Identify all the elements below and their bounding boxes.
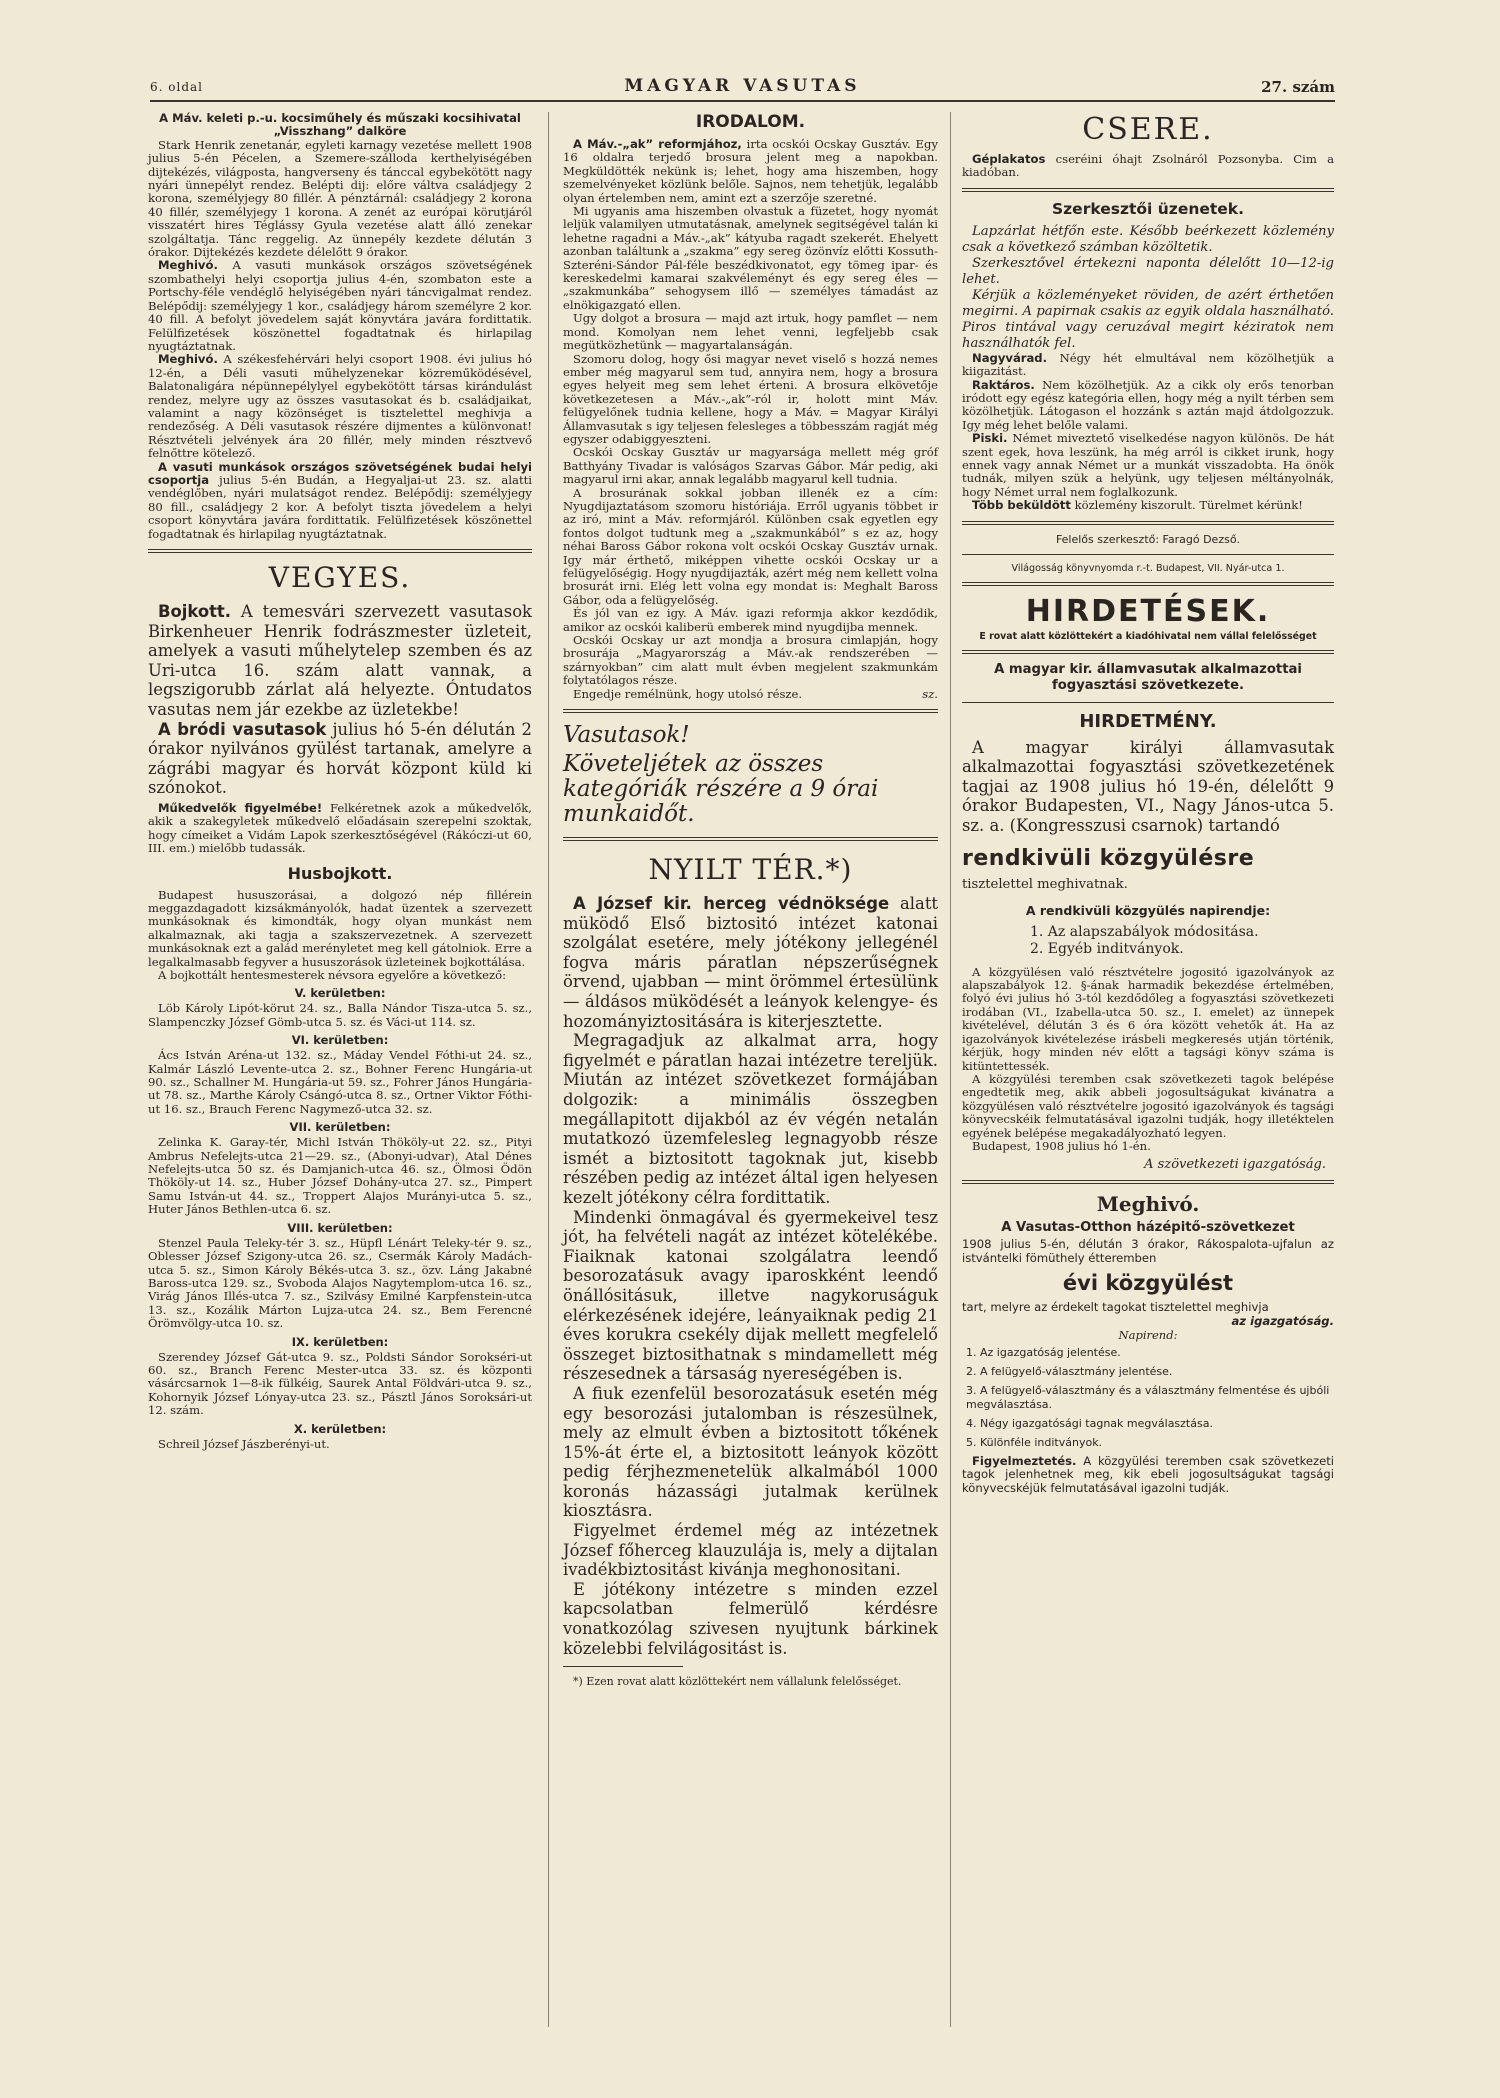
announcement-text: A magyar királyi államvasutak alkalmazottai fogyasztási szövetkezetének tagjai az 1908 julius hó 19-én, délelőtt 9 órakor Budapesten, VI., Nagy János-utca 5. sz. a. (Kongresszusi csarnok) tartandó <box>962 737 1334 836</box>
article-text: A fiuk ezenfelül besorozatásuk esetén még egy besorozási jutalomban is részesülnek, mely az elmult évben a biztositott tőkének 15%-át érte el, a biztositott leányok között pedig férjhezmenetelük alkalmából 1000 koronás házassági jutalmak kerülnek kiosztásra. <box>563 1383 938 1521</box>
article-text: irta ocskói Ocskay Gusztáv. Egy 16 oldalra terjedő brosura jelent meg a napokban. Megküldötték nekünk is; lehet, hogy ama hiszemben, hogy szemelvényeket közlünk belőle. Sajnos, nem tehetjük, legalább olyan értelemben nem, amint ezt a szerzője szeretné. <box>563 137 938 205</box>
district-heading: V. kerületben: <box>294 986 386 1001</box>
section-rule <box>148 549 532 553</box>
article-lead: A Máv. keleti p.-u. kocsiműhely és műszaki kocsihivatal „Visszhang” dalköre <box>159 111 521 139</box>
invitation-org: A Vasutas-Otthon házépitő-szövetkezet <box>1001 1220 1295 1236</box>
article-text: Szomoru dolog, hogy ősi magyar nevet viselő s hozzá nemes ember még magyarul sem tud, annyira nem, hogy a brosura egyes helyeit meg sem lehet érteni. A brosura elkövetője következetesen a Máv.-„ak”-ról ir, holott mint Máv. felügyelőnek tudnia kellene, hogy a Máv. = Magyar Királyi Államvasutak s igy teljesen felesleges a többesszám ragját még egyszer odabiggyeszteni. <box>563 351 938 446</box>
section-title-nyilt-ter: NYILT TÉR.*) <box>648 853 853 887</box>
district-list: Schreil József Jászberényi-ut. <box>158 1436 330 1451</box>
article-text: Ugy dolgot a brosura — majd azt irtuk, hogy pamflet — nem mond. Komolyan nem lehet venni, legfeljebb csak megütközhetünk — magyartalanságán. <box>563 311 938 353</box>
invitation-title: Meghivó. <box>1096 1192 1200 1217</box>
issue-number: 27. szám <box>1261 78 1335 96</box>
article-lead: Műkedvelők figyelmébe! <box>158 800 323 815</box>
agenda-title: A rendkivüli közgyülés napirendje: <box>1025 902 1271 918</box>
article-text: A brosurának sokkal jobban illenék ez a cím: Nyugdijaztatásom szomoru históriája. Erről ugyanis többet ir az iró, mint a Máv. reformjáról. Különben csak egyetlen egy fontos dolgot tudtunk meg a „szakmunkából” s ez az, hogy néhai Baross Gábor rokona volt ocskói Ocskay Gusztáv urnak. Igy már érthető, miképpen vihette ocskói Ocskay ur a felügyelőségig. Hogy nyugdijazták, azért még nem kellett volna brosurát irni. Elég lett volna egy mondat is: Meghalt Baross Gábor, oda a felügyelőség. <box>563 485 938 607</box>
article-text: alatt müködő Első biztositó intézet katonai szolgálat esetére, mely jótékony jellegénél fogva máris páratlan népszerűségnek örvend, ujabban — mint örömmel értesülünk — áldásos müködését a leányok kelengye- és hozományiztositására is kiterjesztette. <box>563 894 938 1031</box>
article-text: A székesfehérvári helyi csoport 1908. évi julius hó 12-én, a Déli vasuti műhelyzenekar közreműködésével, Balatonaligára népünnepélylyel egybekötött társas kirándulást rendez, melyre ugy az összes vasutasokat és b. családjaikat, valamint a nagy közönséget is tisztelettel meghivja a rendezőség. A Déli vasutasok részére dijmentes a különvonat! Résztvételi jelvények ára 20 fillér, mely minden résztvevő felnőttre kötelező. <box>148 352 532 461</box>
invitation-text: 1908 julius 5-én, délután 3 órakor, Rákospalota-ujfalun az istvántelki fömüthely étteremben <box>962 1237 1334 1265</box>
assembly-title: rendkivüli közgyülésre <box>962 845 1255 871</box>
agenda-item: 4. Négy igazgatósági tagnak megválasztása. <box>966 1416 1213 1430</box>
article-text: Mi ugyanis ama hiszemben olvastuk a füzetet, hogy nyomát leljük valamilyen utmutatásnak, amelynek segitségével talán ki lehetne ragadni a Máv.-„ak” kátyuba ragadt szekerét. Ehelyett azonban találtunk a „szakma” egy sereg özönvíz előtti Kossuth-Szteréni-Sándor Pál-féle beszédkivonatot, egy tömeg ipar- és kereskedelmi kamarai szakvéleményt és egy sereg éles — „szakmunkába” sehogysem illő — személyes támadást az elnökigazgató ellen. <box>563 204 938 312</box>
section-title-hirdetesek: HIRDETÉSEK. <box>1025 593 1271 629</box>
announcement-text: A közgyülésen való résztvételre jogositó igazolványok az alapszabályok 12. §-ának harmadik bekezdése értelmében, folyó évi julius hó 3-tól kezdődőleg a fogyasztási szövetkezeti irodában (VI., Izabella-utca 50. sz., I. emelet) az ünnepek kivételével, délután 3 és 6 óra között vehetők át. Ha az igazolványok kivételezése irásbeli megkeresés utján történik, kérjük, hogy minden név előtt a tagsági könyv száma is kitüntettessék. <box>962 964 1334 1073</box>
district-heading: VIII. kerületben: <box>287 1220 393 1235</box>
signature: A szövetkezeti igazgatóság. <box>1144 1157 1326 1173</box>
article-lead: A bródi vasutasok <box>158 719 327 739</box>
article-text: Megragadjuk az alkalmat arra, hogy figyelmét e páratlan hazai intézetre tereljük. Miután az intézet szövetkezet formájában dolgozik: a minimális összegben megállapitott dijakból az év végén netalán mutatkozó üzemfelesleg legnagyobb része ismét a biztositott tagoknak jut, kisebb részében pedig az intézet által igen helyesen kezelt jótékony célra fordittatik. <box>563 1031 938 1207</box>
section-rule <box>962 702 1334 703</box>
article-text: julius 5-én Budán, a Hegyaljai-ut 23. sz. alatti vendéglőben, nyári mulatságot rendez. Belépődij: személyjegy 80 fill., családjegy 2 kor. A befolyt tiszta jövedelem a helyi csoport könyvtára javára fordittatik. Felülfizetések köszönettel fogadtatnak és hirlapilag nyugtáztatnak. <box>148 472 532 541</box>
article-text: Felkéretnek azok a műkedvelők, akik a szakegyletek műkedvelő előadásain szerepelni szoktak, hogy címeiket a Vidám Lapok szerkesztőségével (Rákóczi-ut 60, III. em.) mielőbb tudassák. <box>148 800 532 856</box>
footnote: *) Ezen rovat alatt közlöttekért nem vállalunk felelősséget. <box>573 1675 902 1689</box>
article-text: Nem közölhetjük. Az a cikk oly erős tenorban iródott egy egész kategória ellen, hogy még a nyilt térben sem közölhetjük. Látogason el hozzánk s aztán majd átdolgozzuk. Igy még lehet belőle valami. <box>962 377 1334 432</box>
agenda-list <box>962 1346 1334 1450</box>
article-text: cseréini óhajt Zsolnáról Pozsonyba. Cim a kiadóban. <box>962 152 1334 180</box>
editor-note: Kérjük a közleményeket röviden, de azért érthetően megirni. A papirnak csakis az egyik oldala használható. Piros tintával vagy ceruzával megirt kéziratok nem használhatók fel. <box>962 287 1334 351</box>
article-lead: A József kir. herceg védnöksége <box>573 894 890 914</box>
article-lead: Géplakatos <box>972 152 1046 166</box>
article-lead: Több beküldött <box>972 498 1071 513</box>
editor-note: Lapzárlat hétfőn este. Később beérkezett közlemény csak a következő számban közöltetik. <box>962 223 1334 255</box>
printer-line: Világosság könyvnyomda r.-t. Budapest, VII. Nyár-utca 1. <box>1011 562 1285 574</box>
page-number-left: 6. oldal <box>150 80 203 94</box>
agenda-item: 5. Különféle inditványok. <box>966 1435 1103 1449</box>
agenda-item: 1. Az alapszabályok módositása. <box>1030 923 1259 940</box>
article-text: Német miveztető viselkedése nagyon különös. De hát szent egek, hova leszünk, ha még arról is cikket irunk, hogy ennek vagy annak Német ur a munkát visszadobta. Ha önök tudnák, milyen szük a helyünk, ugy teljesen méltányolnák, hogy Német urral nem foglalkozunk. <box>962 431 1334 499</box>
article-text: Stark Henrik zenetanár, egyleti karnagy vezetése mellett 1908 julius 5-én Pécelen, a Szemere-szálloda kerthelyiségében dijtekézés, világposta, hangverseny és tánccal egybekötött nagy nyári ünnepélyt rendez. Belépti dij: előre váltva családjegy 2 korona, személyjegy 80 fillér. A pénztárnál: családjegy 2 korona 40 fillér, személyjegy 1 korona. A zenét az európai körutjáról visszatért hires Téglássy Gyula vezetése alatt álló zenekar szolgáltatja. Tánc reggelig. Az ünnepély kezdete délután 3 órakor. Dijtekézés kezdete délelőtt 9 órakor. <box>148 137 532 260</box>
agenda-item: 1. Az igazgatóság jelentése. <box>966 1345 1121 1359</box>
section-title-vegyes: VEGYES. <box>268 561 412 594</box>
section-rule <box>962 1180 1334 1184</box>
article-text: Figyelmet érdemel még az intézetnek József főherceg klauzulája is, mely a dijtalan ivadékbiztositást kivánja meghonositani. <box>563 1521 938 1580</box>
article-lead: A Máv.-„ak” reformjához, <box>573 137 742 151</box>
district-heading: VI. kerületben: <box>291 1033 389 1048</box>
agenda-list <box>962 924 1334 958</box>
signature: sz. <box>922 686 938 701</box>
article-lead: Piski. <box>972 431 1008 446</box>
section-title-irodalom: IRODALOM. <box>695 112 806 132</box>
invitation-text: tart, melyre az érdekelt tagokat tisztelettel meghivja <box>962 1300 1269 1315</box>
announcement-date: Budapest, 1908 julius hó 1-én. <box>972 1138 1151 1153</box>
article-text: Engedje remélnünk, hogy utolsó része. <box>573 686 803 701</box>
article-text: És jól van ez igy. A Máv. igazi reformja akkor kezdődik, amikor az ocskói kaliberü emberek mind nyugdijba mennek. <box>563 606 938 634</box>
section-rule <box>962 650 1334 654</box>
section-title-szerkesztoi: Szerkesztői üzenetek. <box>1052 199 1244 218</box>
district-heading: X. kerületben: <box>293 1421 387 1436</box>
ad-heading: A magyar kir. államvasutak alkalmazottai fogyasztási szövetkezete. <box>994 661 1302 693</box>
article-lead: Meghivó. <box>158 352 218 367</box>
district-heading: IX. kerületben: <box>291 1334 389 1349</box>
slogan-text: Követeljétek az összes kategóriák részére a 9 órai munkaidőt. <box>563 751 879 828</box>
article-text: A bojkottált hentesmesterek névsora egyelőre a következő: <box>158 968 507 982</box>
article-text: Ocskói Ocskay ur azt mondja a brosura cimlapján, hogy brosurája „Magyarország a Máv.-ak rendszerében — szárnyokban” cim alatt mult évben megjelent szakmunkám folytatólagos része. <box>563 633 938 688</box>
article-text: E jótékony intézetre s minden ezzel kapcsolatban felmerülő kérdésre vonatkozólag szivesen nyujtunk bárkinek közelebbi felvilágositást is. <box>563 1579 938 1658</box>
article-title-husbojkott: Husbojkott. <box>287 863 393 883</box>
editor-note: Szerkesztővel értekezni naponta délelőtt 10—12-ig lehet. <box>962 255 1334 287</box>
section-rule <box>563 709 938 713</box>
district-list: Szerendey József Gát-utca 9. sz., Poldsti Sándor Sorokséri-ut 60. sz., Branch Ferenc Mester-utca 33. sz. és központi vásárcsarnok 1—8-ik fülkéig, Saurek Antal Földvári-utca 9. sz., Kohornyik József Lónyay-utca 23. sz., Pásztl János Soroksári-ut 12. szám. <box>148 1349 532 1418</box>
announcement-text: A közgyülési teremben csak szövetkezeti tagok belépése engedtetik meg, akik abbeli jogosultságukat kivánatra a közgyülésen való résztvételre jogositó igazolványok és tagsági könyvecskéik felmutatásával igazolni tudják, hogy illetéktelen egyének belépése megakadályozható legyen. <box>962 1071 1334 1140</box>
district-list: Stenzel Paula Teleky-tér 3. sz., Hüpfl Lénárt Teleky-tér 9. sz., Oblesser József Szigony-utca 26. sz., Csermák Károly Madách-utca 5. sz., Simon Károly Békés-utca 3. sz., özv. Láng Jakabné Baross-utca 129. sz., Svoboda Alajos Nagytemplom-utca 16. sz., Virág János Illés-utca 7. sz., Szilvásy Emilné Karpfenstein-utca 13. sz., Kozálik Márton Lujza-utca 24. sz., Bem Ferencné Örömvölgy-utca 10. sz. <box>148 1235 532 1331</box>
column-left <box>148 112 532 1451</box>
article-lead: A vasuti munkások országos szövetségének budai helyi csoportja <box>148 459 532 487</box>
announcement-text: tisztelettel meghivatnak. <box>962 876 1128 892</box>
article-text: közlemény kiszorult. Türelmet kérünk! <box>1074 498 1303 513</box>
article-text: Budapest hususzorásai, a dolgozó nép fillérein meggazdagadott kizsákmányolók, hadat üzentek a szervezett munkásoknak és kimondták, hogy olyan munkást nem alkalmaznak, aki tagja a szakszervezetnek. A szervezett munkásoknak ezt a galád merényletet meg kell gátolniok. Erre a legalkalmasabb fegyver a hususzorások üzleteinek bojkottálása. <box>148 887 532 969</box>
ads-disclaimer: E rovat alatt közlöttekért a kiadóhivatal nem vállal felelősséget <box>979 630 1317 642</box>
article-lead: Meghivó. <box>158 258 218 273</box>
article-text: A közgyülési teremben csak szövetkezeti tagok jelenhetnek meg, kik ebeli jogosultságukat tagsági könyvecskéjük felmutatásával igazolni tudják. <box>962 1453 1334 1495</box>
district-list: Ács István Aréna-ut 132. sz., Máday Vendel Fóthi-ut 24. sz., Kalmár László Levente-utca 2. sz., Bohner Ferenc Hungária-ut 90. sz., Schallner M. Hungária-ut 59. sz., Fohrer János Hungária-ut 78. sz., Marthe Károly Csángó-utca 8. sz., Ortner Viktor Fóthi-ut 16. sz., Brauch Ferenc Nagymező-utca 32. sz. <box>148 1048 532 1116</box>
section-rule <box>962 582 1334 586</box>
article-text: Ocskói Ocskay Gusztáv ur magyarsága mellett még gróf Batthyány Tivadar is valóságos Szarvas Gábor. Már pedig, aki magyarul irni akar, annak legalább magyarul kell tudnia. <box>563 445 938 487</box>
section-rule <box>563 837 938 841</box>
agenda-item: 2. Egyéb inditványok. <box>1030 940 1184 957</box>
article-text: Négy hét elmultával nem közölhetjük a kiigazitást. <box>962 350 1334 379</box>
section-rule <box>962 554 1334 555</box>
district-list: Zelinka K. Garay-tér, Michl István Thököly-ut 22. sz., Pityi Ambrus Nefelejts-utca 21—29. sz., (Abonyi-udvar), Atal Dénes Nefelejts-utca 50 sz. és Damjanich-utca 46. sz., Ölmosi Ödön Thököly-ut 14. sz., Huber József Dohány-utca 27. sz., Pimpert Samu István-ut 44. sz., Troppert Alajos Murányi-utca 5. sz., Huter János Bethlen-utca 6. sz. <box>148 1135 532 1217</box>
signature: az igazgatóság. <box>1231 1313 1334 1328</box>
article-text: Mindenki önmagával és gyermekeivel tesz jót, ha felvételi nagát az intézet kötelékébe. Fiaiknak katonai szolgálatra leendő besorozatásuk avagy iparoskként leendő önállósitásuk, illetve nagykoruságuk elérkezésének idejére, leányaiknak pedig 21 éves korukra csekély dijak mellett megfelelő összeget biztosithatnak s mindamellett még részesednek a társaság nyereségében is. <box>563 1207 938 1384</box>
article-lead: Bojkott. <box>158 602 231 621</box>
agenda-item: 3. A felügyelő-választmány és a választmány felmentése és ujbóli megválasztása. <box>966 1383 1330 1411</box>
header-rule <box>150 100 1335 102</box>
agenda-title: Napirend: <box>1118 1327 1178 1342</box>
district-list: Löb Károly Lipót-körut 24. sz., Balla Nándor Tisza-utca 5. sz., Slampenczky József Gömb-utca 5. sz. és Váci-ut 114. sz. <box>148 1001 532 1029</box>
article-text: julius hó 5-én délután 2 órakor nyilvános gyülést tartanak, amelyre a zágrábi magyar és horvát központ küld ki szónokot. <box>148 719 532 798</box>
article-lead: Raktáros. <box>972 377 1035 392</box>
announcement-title: HIRDETMÉNY. <box>1079 710 1217 732</box>
column-divider <box>950 112 951 2027</box>
section-rule <box>962 521 1334 525</box>
responsible-editor: Felelős szerkesztő: Faragó Dezső. <box>1055 532 1241 546</box>
assembly-title: évi közgyülést <box>1062 1271 1234 1296</box>
column-divider <box>548 112 549 2027</box>
footnote-rule <box>563 1666 683 1667</box>
article-text: A vasuti munkások országos szövetségének szombathelyi helyi csoportja julius 4-én, szombaton este a Portschy-féle vendéglő helyiségében nyári táncvigalmat rendez. Belépődij: személyjegy 1 kor., családjegy három személyre 2 kor. 40 fill. A befolyt jövedelem saját könyvtára javára fordittatik. Felülfizetések köszönettel fogadtatnak és hirlapilag nyugtáztatnak. <box>148 258 533 353</box>
section-title-csere: CSERE. <box>1082 112 1214 147</box>
article-lead: Nagyvárad. <box>972 350 1048 365</box>
masthead-title: MAGYAR VASUTAS <box>624 76 861 96</box>
section-rule <box>962 188 1334 192</box>
agenda-item: 2. A felügyelő-választmány jelentése. <box>966 1364 1173 1378</box>
district-heading: VII. kerületben: <box>289 1120 391 1135</box>
article-text: A temesvári szervezett vasutasok Birkenheuer Henrik fodrászmester üzleteit, amelyek a vasuti műhelytelep szemben és az Uri-utca 16. szám alatt vannak, a legszigorubb zárlat alá helyezte. Óntudatos vasutas nem jár ezekbe az üzletekbe! <box>148 602 532 719</box>
column-middle <box>563 112 938 1688</box>
column-right <box>962 112 1334 1495</box>
article-lead: Figyelmeztetés. <box>972 1453 1077 1468</box>
slogan-title: Vasutasok! <box>563 722 690 749</box>
